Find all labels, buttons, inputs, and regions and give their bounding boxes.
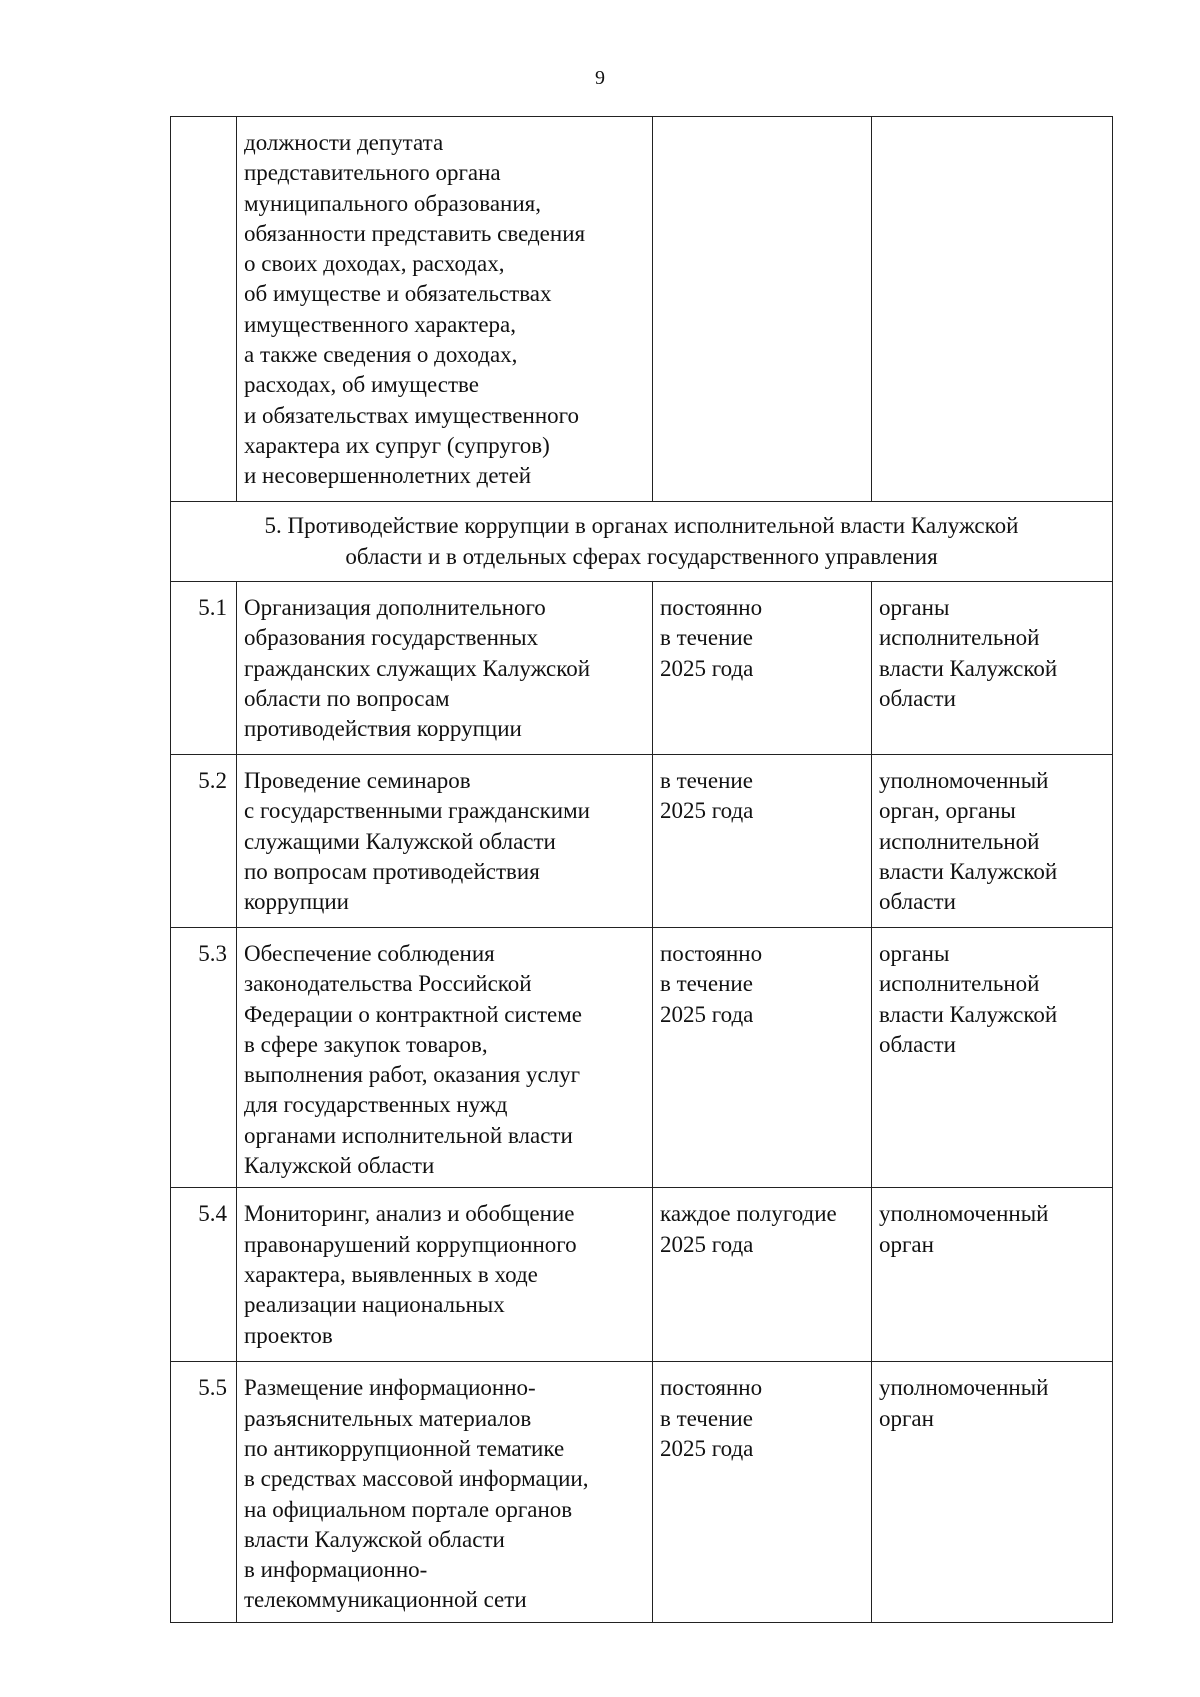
measure-text-line: проектов	[244, 1322, 333, 1348]
measure-text-line: об имуществе и обязательствах	[244, 281, 552, 307]
measure-text-line: власти Калужской области	[244, 1526, 505, 1552]
table-row-continuation	[171, 117, 1113, 502]
row-number-cell: 5.1	[171, 582, 237, 755]
measure-text-line: законодательства Российской	[244, 971, 532, 997]
row-number-cell: 5.2	[171, 755, 237, 928]
measure-text-line: и несовершеннолетних детей	[244, 463, 532, 489]
term-cell	[653, 117, 872, 502]
measure-text-line: реализации национальных	[244, 1292, 505, 1318]
measure-text-line: на официальном портале органов	[244, 1496, 573, 1522]
executor-line: власти Калужской	[879, 858, 1058, 884]
table-row-5-4	[171, 1188, 1113, 1362]
measure-text-line: коррупции	[244, 889, 349, 915]
executor-line: власти Калужской	[879, 1001, 1058, 1027]
measure-text-line: с государственными гражданскими	[244, 798, 590, 824]
term-line: постоянно	[660, 941, 763, 966]
measure-text-line: Размещение информационно-	[244, 1375, 536, 1401]
measure-text-line: имущественного характера,	[244, 311, 516, 337]
section-heading-line: области и в отдельных сферах государственного управления	[345, 544, 938, 569]
executor-line: уполномоченный	[879, 1375, 1049, 1401]
measure-text-line: для государственных нужд	[244, 1092, 508, 1118]
executor-line: орган	[879, 1405, 934, 1431]
term-line: в течение	[660, 768, 753, 793]
executor-line: уполномоченный	[879, 1201, 1049, 1227]
term-line: 2025 года	[660, 1435, 754, 1461]
row-number-cell: 5.3	[171, 928, 237, 1188]
measure-text-line: характера их супруг (супругов)	[244, 432, 550, 458]
executor-cell	[872, 1188, 1113, 1362]
measure-text-cell	[237, 582, 653, 755]
measure-text-line: образования государственных	[244, 625, 539, 651]
measure-text-line: противодействия коррупции	[244, 716, 522, 742]
term-line: 2025 года	[660, 1001, 754, 1027]
measure-text-line: а также сведения о доходах,	[244, 342, 518, 368]
row-number-cell: 5.4	[171, 1188, 237, 1362]
measure-text-line: в средствах массовой информации,	[244, 1466, 589, 1492]
measure-text-line: органами исполнительной власти	[244, 1122, 573, 1148]
term-line: постоянно	[660, 1375, 763, 1401]
row-number-cell: 5.5	[171, 1362, 237, 1622]
executor-cell	[872, 928, 1113, 1188]
section-heading-line: 5. Противодействие коррупции в органах исполнительной власти Калужской	[264, 513, 1019, 538]
measure-text-line: правонарушений коррупционного	[244, 1231, 577, 1257]
executor-line: уполномоченный	[879, 768, 1049, 793]
term-cell	[653, 582, 872, 755]
term-line: 2025 года	[660, 655, 754, 681]
term-line: постоянно	[660, 595, 763, 620]
executor-line: орган	[879, 1231, 934, 1257]
term-line: 2025 года	[660, 1231, 754, 1257]
measure-text-line: по вопросам противодействия	[244, 858, 540, 884]
measure-text-line: телекоммуникационной сети	[244, 1587, 527, 1613]
measure-text-line: области по вопросам	[244, 685, 450, 711]
measure-text-line: Федерации о контрактной системе	[244, 1001, 583, 1027]
measure-text-cell	[237, 928, 653, 1188]
term-line: в течение	[660, 971, 753, 997]
executor-cell	[872, 117, 1113, 502]
measure-text-line: Мониторинг, анализ и обобщение	[244, 1201, 575, 1227]
measure-text-line: обязанности представить сведения	[244, 220, 586, 246]
measure-text-line: расходах, об имуществе	[244, 372, 479, 398]
executor-line: власти Калужской	[879, 655, 1058, 681]
measures-table	[170, 116, 1113, 1623]
executor-line: исполнительной	[879, 625, 1040, 651]
table-row-5-3	[171, 928, 1113, 1188]
term-cell	[653, 755, 872, 928]
measure-text-cell	[237, 755, 653, 928]
executor-line: области	[879, 1031, 956, 1057]
measure-text-line: разъяснительных материалов	[244, 1405, 532, 1431]
table-row-5-2	[171, 755, 1113, 928]
executor-cell	[872, 582, 1113, 755]
measure-text-line: о своих доходах, расходах,	[244, 251, 505, 277]
executor-line: исполнительной	[879, 828, 1040, 854]
executor-line: органы	[879, 595, 950, 620]
measure-text-line: Обеспечение соблюдения	[244, 941, 495, 966]
measure-text-cell	[237, 117, 653, 502]
section-heading-row	[171, 502, 1113, 582]
measure-text-line: представительного органа	[244, 160, 501, 186]
row-number-cell	[171, 117, 237, 502]
term-line: в течение	[660, 1405, 753, 1431]
term-line: каждое полугодие	[660, 1201, 837, 1227]
measure-text-cell	[237, 1188, 653, 1362]
section-heading	[171, 502, 1113, 582]
term-cell	[653, 1188, 872, 1362]
term-cell	[653, 928, 872, 1188]
table-row-5-1	[171, 582, 1113, 755]
executor-cell	[872, 755, 1113, 928]
executor-line: органы	[879, 941, 950, 966]
table-row-5-5	[171, 1362, 1113, 1622]
executor-line: области	[879, 685, 956, 711]
executor-cell	[872, 1362, 1113, 1622]
term-line: 2025 года	[660, 798, 754, 824]
page-number: 9	[595, 67, 605, 89]
executor-line: орган, органы	[879, 798, 1016, 824]
executor-line: области	[879, 889, 956, 915]
measure-text-line: гражданских служащих Калужской	[244, 655, 591, 681]
measure-text-line: муниципального образования,	[244, 190, 541, 216]
measure-text-line: по антикоррупционной тематике	[244, 1435, 565, 1461]
measure-text-line: Калужской области	[244, 1153, 435, 1179]
measure-text-line: в сфере закупок товаров,	[244, 1031, 488, 1057]
measure-text-line: должности депутата	[244, 130, 444, 155]
executor-line: исполнительной	[879, 971, 1040, 997]
measure-text-line: служащими Калужской области	[244, 828, 556, 854]
measure-text-line: Организация дополнительного	[244, 595, 546, 620]
measure-text-cell	[237, 1362, 653, 1622]
measure-text-line: и обязательствах имущественного	[244, 402, 579, 428]
measure-text-line: Проведение семинаров	[244, 768, 471, 793]
measure-text-line: в информационно-	[244, 1557, 428, 1583]
term-cell	[653, 1362, 872, 1622]
term-line: в течение	[660, 625, 753, 651]
measure-text-line: характера, выявленных в ходе	[244, 1261, 538, 1287]
measure-text-line: выполнения работ, оказания услуг	[244, 1062, 581, 1088]
